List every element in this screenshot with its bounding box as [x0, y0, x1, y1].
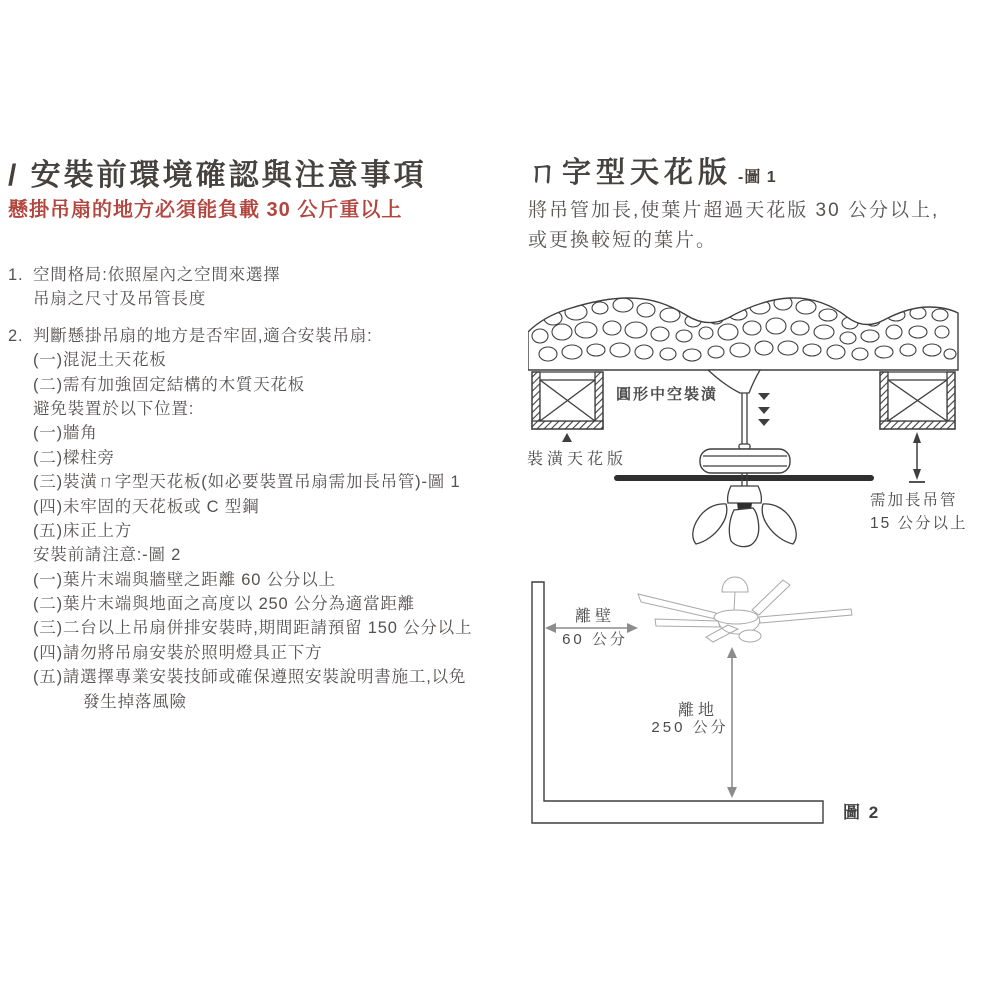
list-marker [8, 287, 33, 311]
list-line [8, 519, 472, 543]
fan-sketch [638, 577, 852, 642]
list-text: (一)混泥土天花板 [33, 351, 167, 370]
list-marker [8, 373, 33, 397]
concrete-ceiling [528, 296, 958, 370]
list-line [8, 495, 472, 519]
lamp-shade-left [693, 504, 727, 544]
list-marker [8, 446, 33, 470]
warning-text: 懸掛吊扇的地方必須能負載 30 公斤重以上 [8, 199, 403, 221]
list-text: (五)床正上方 [33, 521, 133, 540]
list-line [8, 373, 472, 397]
list-line [8, 446, 472, 470]
list-text: (五)請選擇專業安裝技師或確保遵照安裝說明書施工,以免 [33, 668, 467, 687]
list-marker [8, 543, 33, 567]
list-text: 發生掉落風險 [83, 692, 187, 711]
list-line [8, 592, 472, 616]
list-marker [8, 568, 33, 592]
label-extend-downrod [870, 489, 968, 535]
lamp-shade-center [729, 508, 758, 547]
down-arrows-icon [758, 393, 770, 426]
label-extend-downrod-line1: 需加長吊管 [870, 492, 958, 509]
sketch-light-kit [739, 630, 761, 642]
list-line [8, 665, 472, 689]
list-marker [8, 495, 33, 519]
list-text: 避免裝置於以下位置: [33, 399, 195, 418]
hatched-box-left [532, 372, 603, 429]
list-text: (四)請勿將吊扇安裝於照明燈具正下方 [33, 643, 323, 662]
label-floor-distance-value: 250 公分 [651, 719, 729, 736]
list-marker [8, 616, 33, 640]
list-line [8, 421, 472, 445]
list-text: (三)二台以上吊扇併排安裝時,期間距請預留 150 公分以上 [33, 619, 473, 638]
list-text: (二)需有加強固定結構的木質天花板 [33, 375, 306, 394]
list-text: (四)未牢固的天花板或 C 型鋼 [33, 497, 260, 516]
list-text: 吊扇之尺寸及吊管長度 [33, 290, 206, 309]
section-body-line: 或更換較短的葉片。 [528, 229, 718, 251]
list-line [8, 616, 472, 640]
list-marker: 1. [8, 266, 24, 284]
list-text: 安裝前請注意:-圖 2 [33, 546, 182, 565]
fig2-caption: 圖 2 [843, 803, 881, 822]
label-floor-distance: 離地 [677, 702, 718, 719]
section-body-line: 將吊管加長,使葉片超過天花版 30 公分以上, [528, 200, 940, 221]
label-hollow-decoration: 圓形中空裝潢 [616, 386, 719, 403]
list-line [8, 287, 472, 311]
list-text: (一)牆角 [33, 424, 98, 443]
list-line [8, 470, 472, 494]
extend-arrow-icon [909, 432, 925, 482]
list-text: 判斷懸掛吊扇的地方是否牢固,適合安裝吊扇: [33, 326, 373, 345]
light-fitter [728, 486, 762, 503]
up-triangle-icon [562, 433, 572, 442]
lamp-shade-right [762, 504, 796, 544]
figure-1-reference: -圖 1 [738, 169, 777, 186]
hatched-box-right [880, 372, 955, 429]
list-marker [8, 665, 33, 689]
list-line [8, 641, 472, 665]
list-text: (二)葉片末端與地面之高度以 250 公分為適當距離 [33, 595, 415, 614]
list-line [8, 348, 472, 372]
section-body [528, 196, 939, 255]
label-wall-distance: 離壁 [574, 608, 615, 625]
page-title: / 安裝前環境確認與注意事項 [8, 159, 427, 192]
list-text: (三)裝潢ㄇ字型天花板(如必要裝置吊扇需加長吊管)-圖 1 [33, 473, 461, 492]
list-marker [8, 592, 33, 616]
label-wall-distance-value: 60 公分 [562, 631, 628, 648]
list-marker [8, 397, 33, 421]
fan-blades [614, 475, 874, 481]
label-extend-downrod-line2: 15 公分以上 [870, 515, 968, 532]
sketch-canopy [722, 577, 748, 592]
list-marker [8, 348, 33, 372]
aggregate-stones [532, 296, 956, 361]
precaution-list [8, 263, 472, 714]
list-text: 空間格局:依照屋內之空間來選擇 [33, 266, 281, 284]
list-marker [8, 470, 33, 494]
list-marker: 2. [8, 326, 24, 345]
label-decorated-ceiling: 裝潢天花版 [527, 451, 628, 468]
list-line [8, 263, 472, 287]
list-line [8, 324, 472, 348]
list-marker [8, 641, 33, 665]
section-title-text: ㄇ字型天花版 [528, 157, 733, 189]
list-line [8, 690, 472, 714]
list-text: (一)葉片末端與牆壁之距離 60 公分以上 [33, 570, 336, 589]
motor-housing [700, 449, 790, 473]
section-title [528, 150, 777, 191]
list-marker [8, 690, 83, 714]
list-text: (二)樑柱旁 [33, 448, 115, 467]
list-line [8, 543, 472, 567]
list-marker [8, 519, 33, 543]
list-marker [8, 421, 33, 445]
list-line [8, 397, 472, 421]
list-line [8, 568, 472, 592]
